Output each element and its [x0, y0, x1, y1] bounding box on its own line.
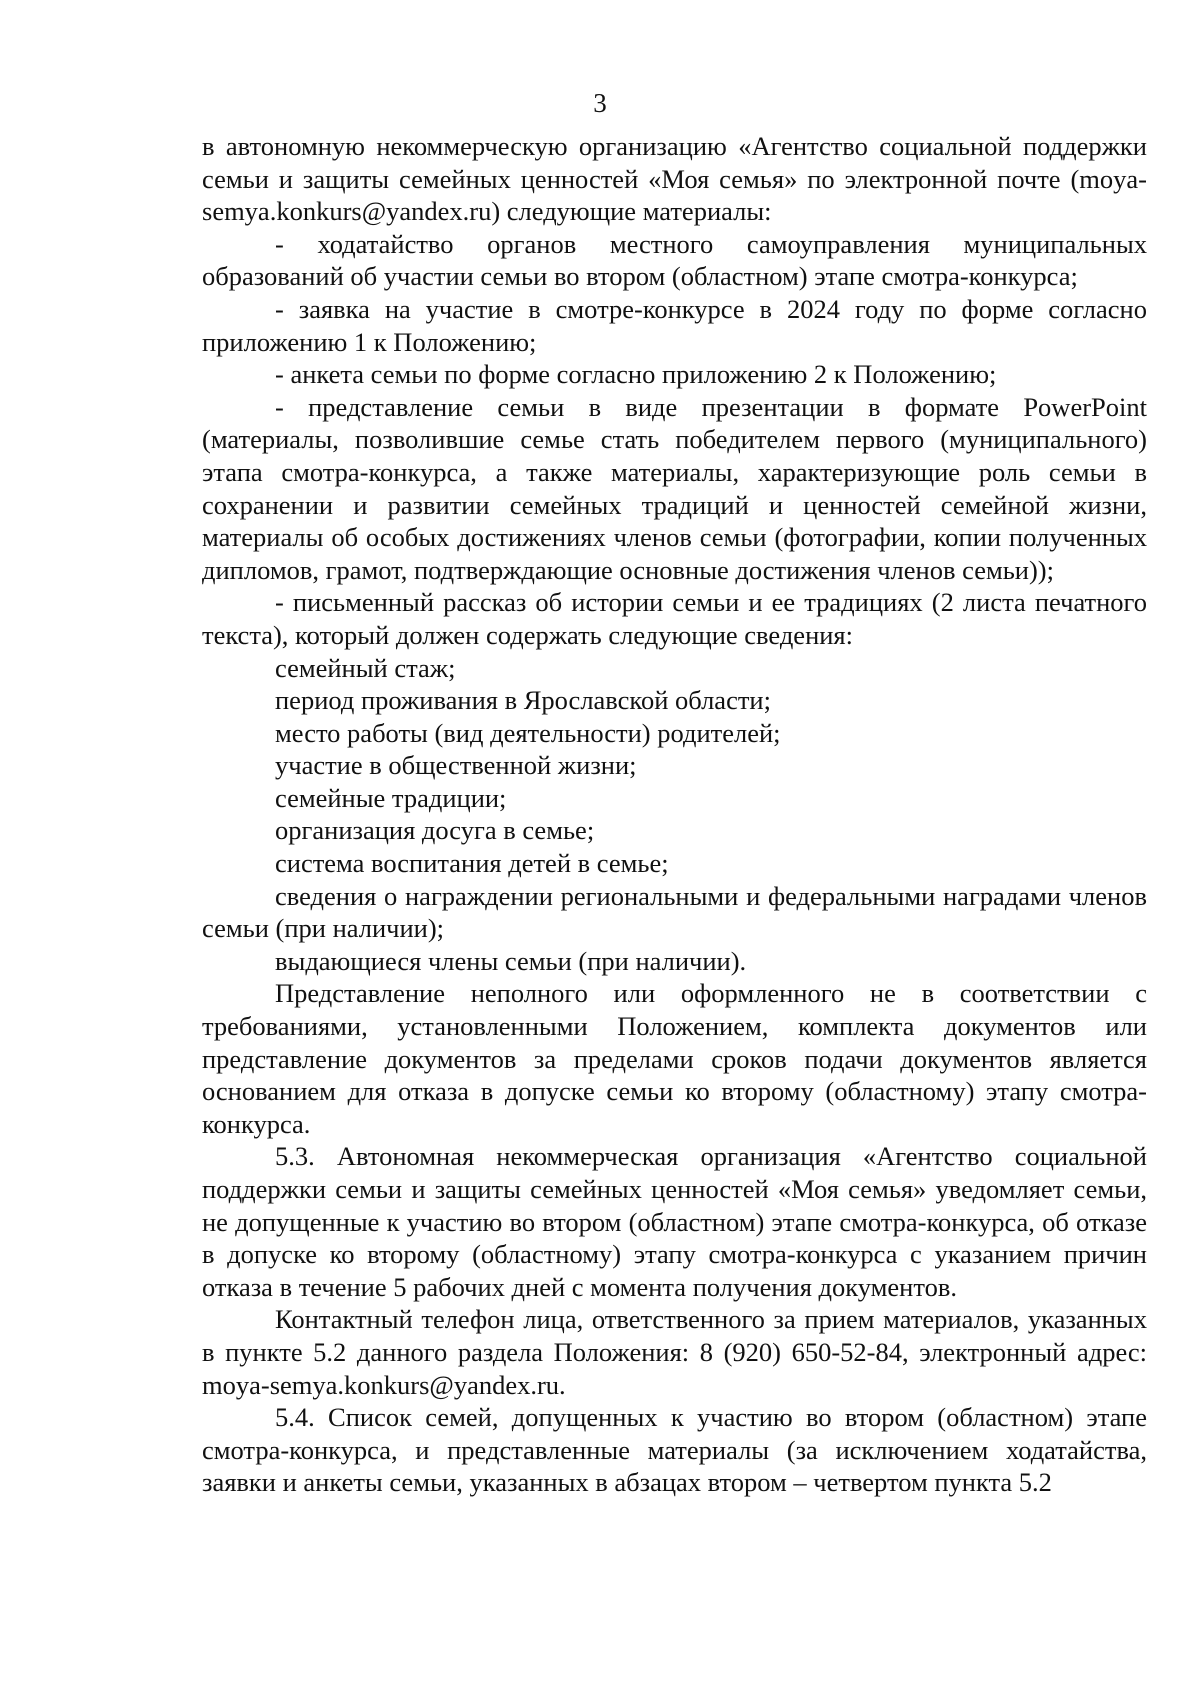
- list-item-application: - заявка на участие в смотре-конкурсе в 2024 году по форме согласно приложению 1 к Положению;: [202, 293, 1147, 357]
- story-item: выдающиеся члены семьи (при наличии).: [275, 945, 747, 976]
- story-item: период проживания в Ярославской области;: [275, 685, 771, 716]
- list-item-questionnaire: - анкета семьи по форме согласно приложению 2 к Положению;: [275, 359, 997, 390]
- story-item: место работы (вид деятельности) родителей;: [275, 717, 781, 748]
- story-item: участие в общественной жизни;: [275, 750, 637, 781]
- clause-5-4: 5.4. Список семей, допущенных к участию во втором (областном) этапе смотра-конкурса, и представленные материалы (за исключением ходатайства, заявки и анкеты семьи, указанных в абзацах втором – четвертом пункта 5.2: [202, 1402, 1147, 1498]
- paragraph: в автономную некоммерческую организацию «Агентство социальной поддержки семьи и защиты семейных ценностей «Моя семья» по электронной почте (moya-semya.konkurs@yandex.ru) следующие материалы:: [202, 131, 1147, 227]
- story-item: организация досуга в семье;: [275, 815, 595, 846]
- story-item: система воспитания детей в семье;: [275, 848, 669, 879]
- list-item-petition: - ходатайство органов местного самоуправления муниципальных образований об участии семьи во втором (областном) этапе смотра-конкурса;: [202, 228, 1147, 292]
- paragraph: Представление неполного или оформленного не в соответствии с требованиями, установленными Положением, комплекта документов или представление документов за пределами сроков подачи документов является основанием для отказа в допуске семьи ко второму (областному) этапу смотра-конкурса.: [202, 978, 1147, 1139]
- document-body: [202, 130, 1147, 1499]
- list-item-presentation: - представление семьи в виде презентации в формате PowerPoint (материалы, позволившие семье стать победителем первого (муниципального) этапа смотра-конкурса, а также материалы, характеризующие роль семьи в сохранении и развитии семейных традиций и ценностей семейной жизни, материалы об особых достижениях членов семьи (фотографии, копии полученных дипломов, грамот, подтверждающие основные достижения членов семьи));: [202, 391, 1147, 585]
- story-item: семейный стаж;: [275, 652, 456, 683]
- contact-paragraph: Контактный телефон лица, ответственного за прием материалов, указанных в пункте 5.2 данного раздела Положения: 8 (920) 650-52-84, электронный адрес: moya-semya.konkurs@yandex.ru.: [202, 1304, 1147, 1400]
- story-item: сведения о награждении региональными и федеральными наградами членов семьи (при наличии);: [202, 880, 1147, 944]
- clause-5-3: 5.3. Автономная некоммерческая организация «Агентство социальной поддержки семьи и защиты семейных ценностей «Моя семья» уведомляет семьи, не допущенные к участию во втором (областном) этапе смотра-конкурса, об отказе в допуске ко второму (областному) этапу смотра-конкурса с указанием причин отказа в течение 5 рабочих дней с момента получения документов.: [202, 1141, 1147, 1302]
- list-item-written-story: - письменный рассказ об истории семьи и ее традициях (2 листа печатного текста), который должен содержать следующие сведения:: [202, 587, 1147, 650]
- page-number: 3: [593, 88, 607, 118]
- story-item: семейные традиции;: [275, 782, 507, 813]
